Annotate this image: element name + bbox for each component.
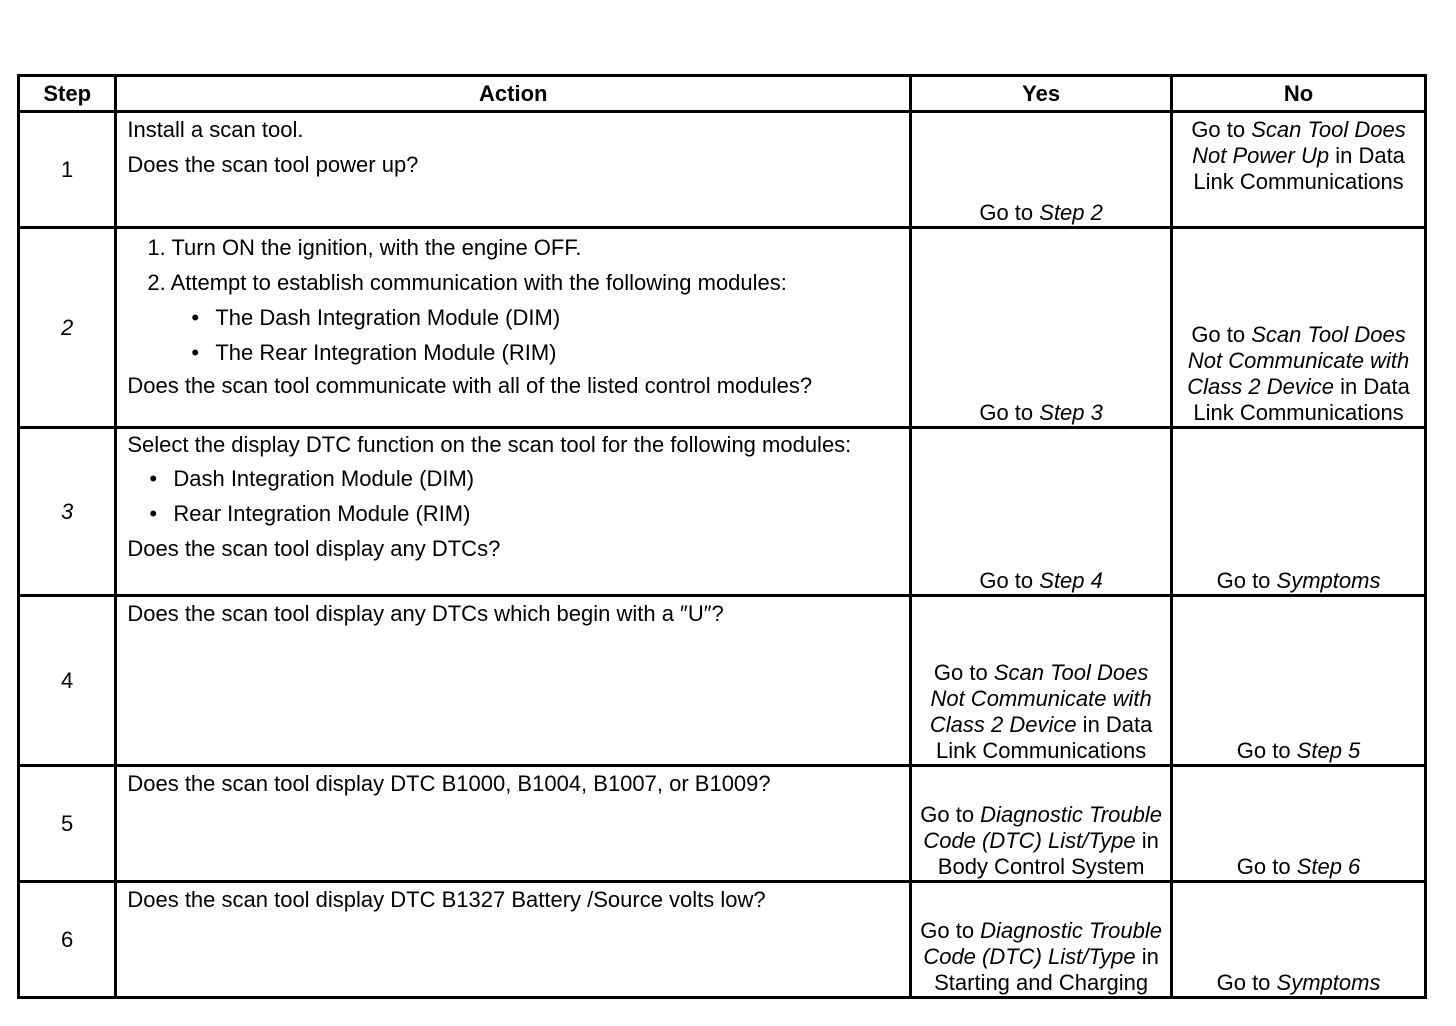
yes-prefix: Go to <box>979 568 1040 593</box>
no-cell <box>1172 428 1426 596</box>
yes-cell <box>911 112 1172 228</box>
no-suffix: in Data Link Communications <box>1193 143 1405 194</box>
bullet-icon: • <box>149 466 158 491</box>
yes-cell <box>911 428 1172 596</box>
step-number: 3 <box>19 428 116 596</box>
yes-prefix: Go to <box>979 200 1040 225</box>
action-question: Does the scan tool display any DTCs which begin with a ″U″? <box>127 601 724 626</box>
action-question: Does the scan tool display DTC B1000, B1004, B1007, or B1009? <box>127 771 771 796</box>
action-question: Does the scan tool display any DTCs? <box>127 536 501 561</box>
header-action: Action <box>116 76 911 112</box>
action-cell <box>116 228 911 428</box>
yes-prefix: Go to <box>920 918 981 943</box>
yes-cell <box>911 766 1172 882</box>
yes-prefix: Go to <box>979 400 1040 425</box>
no-prefix: Go to <box>1191 322 1252 347</box>
yes-suffix: in Starting and Charging <box>934 944 1159 995</box>
yes-prefix: Go to <box>920 802 981 827</box>
bullet-text: The Rear Integration Module (RIM) <box>215 340 557 365</box>
diagnostic-table <box>17 74 1427 999</box>
action-question: Does the scan tool communicate with all of the listed control modules? <box>127 373 813 398</box>
yes-cell <box>911 228 1172 428</box>
action-question: Does the scan tool display DTC B1327 Battery /Source volts low? <box>127 887 766 912</box>
bullet-text: Dash Integration Module (DIM) <box>173 466 475 491</box>
no-link[interactable]: Symptoms <box>1276 568 1381 593</box>
header-yes: Yes <box>911 76 1172 112</box>
step-number: 5 <box>19 766 116 882</box>
yes-suffix: in Data Link Communications <box>935 712 1153 763</box>
action-intro: Select the display DTC function on the scan tool for the following modules: <box>127 432 852 457</box>
action-bullet-item <box>127 305 899 331</box>
no-link[interactable]: Step 5 <box>1296 738 1361 763</box>
step-number: 6 <box>19 882 116 998</box>
table-row-step-2 <box>19 228 1426 428</box>
header-no: No <box>1172 76 1426 112</box>
yes-link[interactable]: Step 3 <box>1039 400 1103 425</box>
no-prefix: Go to <box>1236 738 1297 763</box>
yes-link[interactable]: Scan Tool Does Not Communicate with Class 2 Device <box>929 660 1152 737</box>
no-cell <box>1172 112 1426 228</box>
action-bullet-item <box>127 340 899 366</box>
yes-link[interactable]: Diagnostic Trouble Code (DTC) List/Type <box>923 918 1162 969</box>
action-bullet-item <box>127 466 899 492</box>
no-cell <box>1172 766 1426 882</box>
table-row-step-4 <box>19 596 1426 766</box>
bullet-icon: • <box>191 340 200 365</box>
action-bullet-item <box>127 501 899 527</box>
yes-link[interactable]: Step 2 <box>1039 200 1103 225</box>
header-step: Step <box>19 76 116 112</box>
yes-cell <box>911 596 1172 766</box>
no-cell <box>1172 596 1426 766</box>
no-prefix: Go to <box>1191 117 1252 142</box>
step-number: 1 <box>19 112 116 228</box>
bullet-icon: • <box>149 501 158 526</box>
action-cell <box>116 112 911 228</box>
action-cell <box>116 596 911 766</box>
action-cell <box>116 766 911 882</box>
no-prefix: Go to <box>1216 970 1277 995</box>
yes-suffix: in Body Control System <box>937 828 1159 879</box>
action-numbered-item: 1. Turn ON the ignition, with the engine OFF. <box>147 235 582 260</box>
no-prefix: Go to <box>1216 568 1277 593</box>
no-link[interactable]: Scan Tool Does Not Communicate with Class 2 Device <box>1187 322 1410 399</box>
action-cell <box>116 428 911 596</box>
table-header-row <box>19 76 1426 112</box>
no-cell <box>1172 882 1426 998</box>
yes-link[interactable]: Step 4 <box>1039 568 1103 593</box>
yes-link[interactable]: Diagnostic Trouble Code (DTC) List/Type <box>923 802 1162 853</box>
bullet-icon: • <box>191 305 200 330</box>
action-line: Install a scan tool. <box>127 117 304 142</box>
action-cell <box>116 882 911 998</box>
bullet-text: Rear Integration Module (RIM) <box>173 501 471 526</box>
table-row-step-3 <box>19 428 1426 596</box>
no-link[interactable]: Symptoms <box>1276 970 1381 995</box>
no-cell <box>1172 228 1426 428</box>
no-link[interactable]: Scan Tool Does Not Power Up <box>1192 117 1406 168</box>
step-number: 4 <box>19 596 116 766</box>
table-row-step-6 <box>19 882 1426 998</box>
no-suffix: in Data Link Communications <box>1193 374 1410 425</box>
yes-cell <box>911 882 1172 998</box>
bullet-text: The Dash Integration Module (DIM) <box>215 305 561 330</box>
action-numbered-item: 2. Attempt to establish communication with the following modules: <box>147 270 787 295</box>
no-link[interactable]: Step 6 <box>1296 854 1361 879</box>
table-row-step-5 <box>19 766 1426 882</box>
yes-prefix: Go to <box>933 660 994 685</box>
action-question: Does the scan tool power up? <box>127 152 419 177</box>
table-row-step-1 <box>19 112 1426 228</box>
no-prefix: Go to <box>1236 854 1297 879</box>
step-number: 2 <box>19 228 116 428</box>
